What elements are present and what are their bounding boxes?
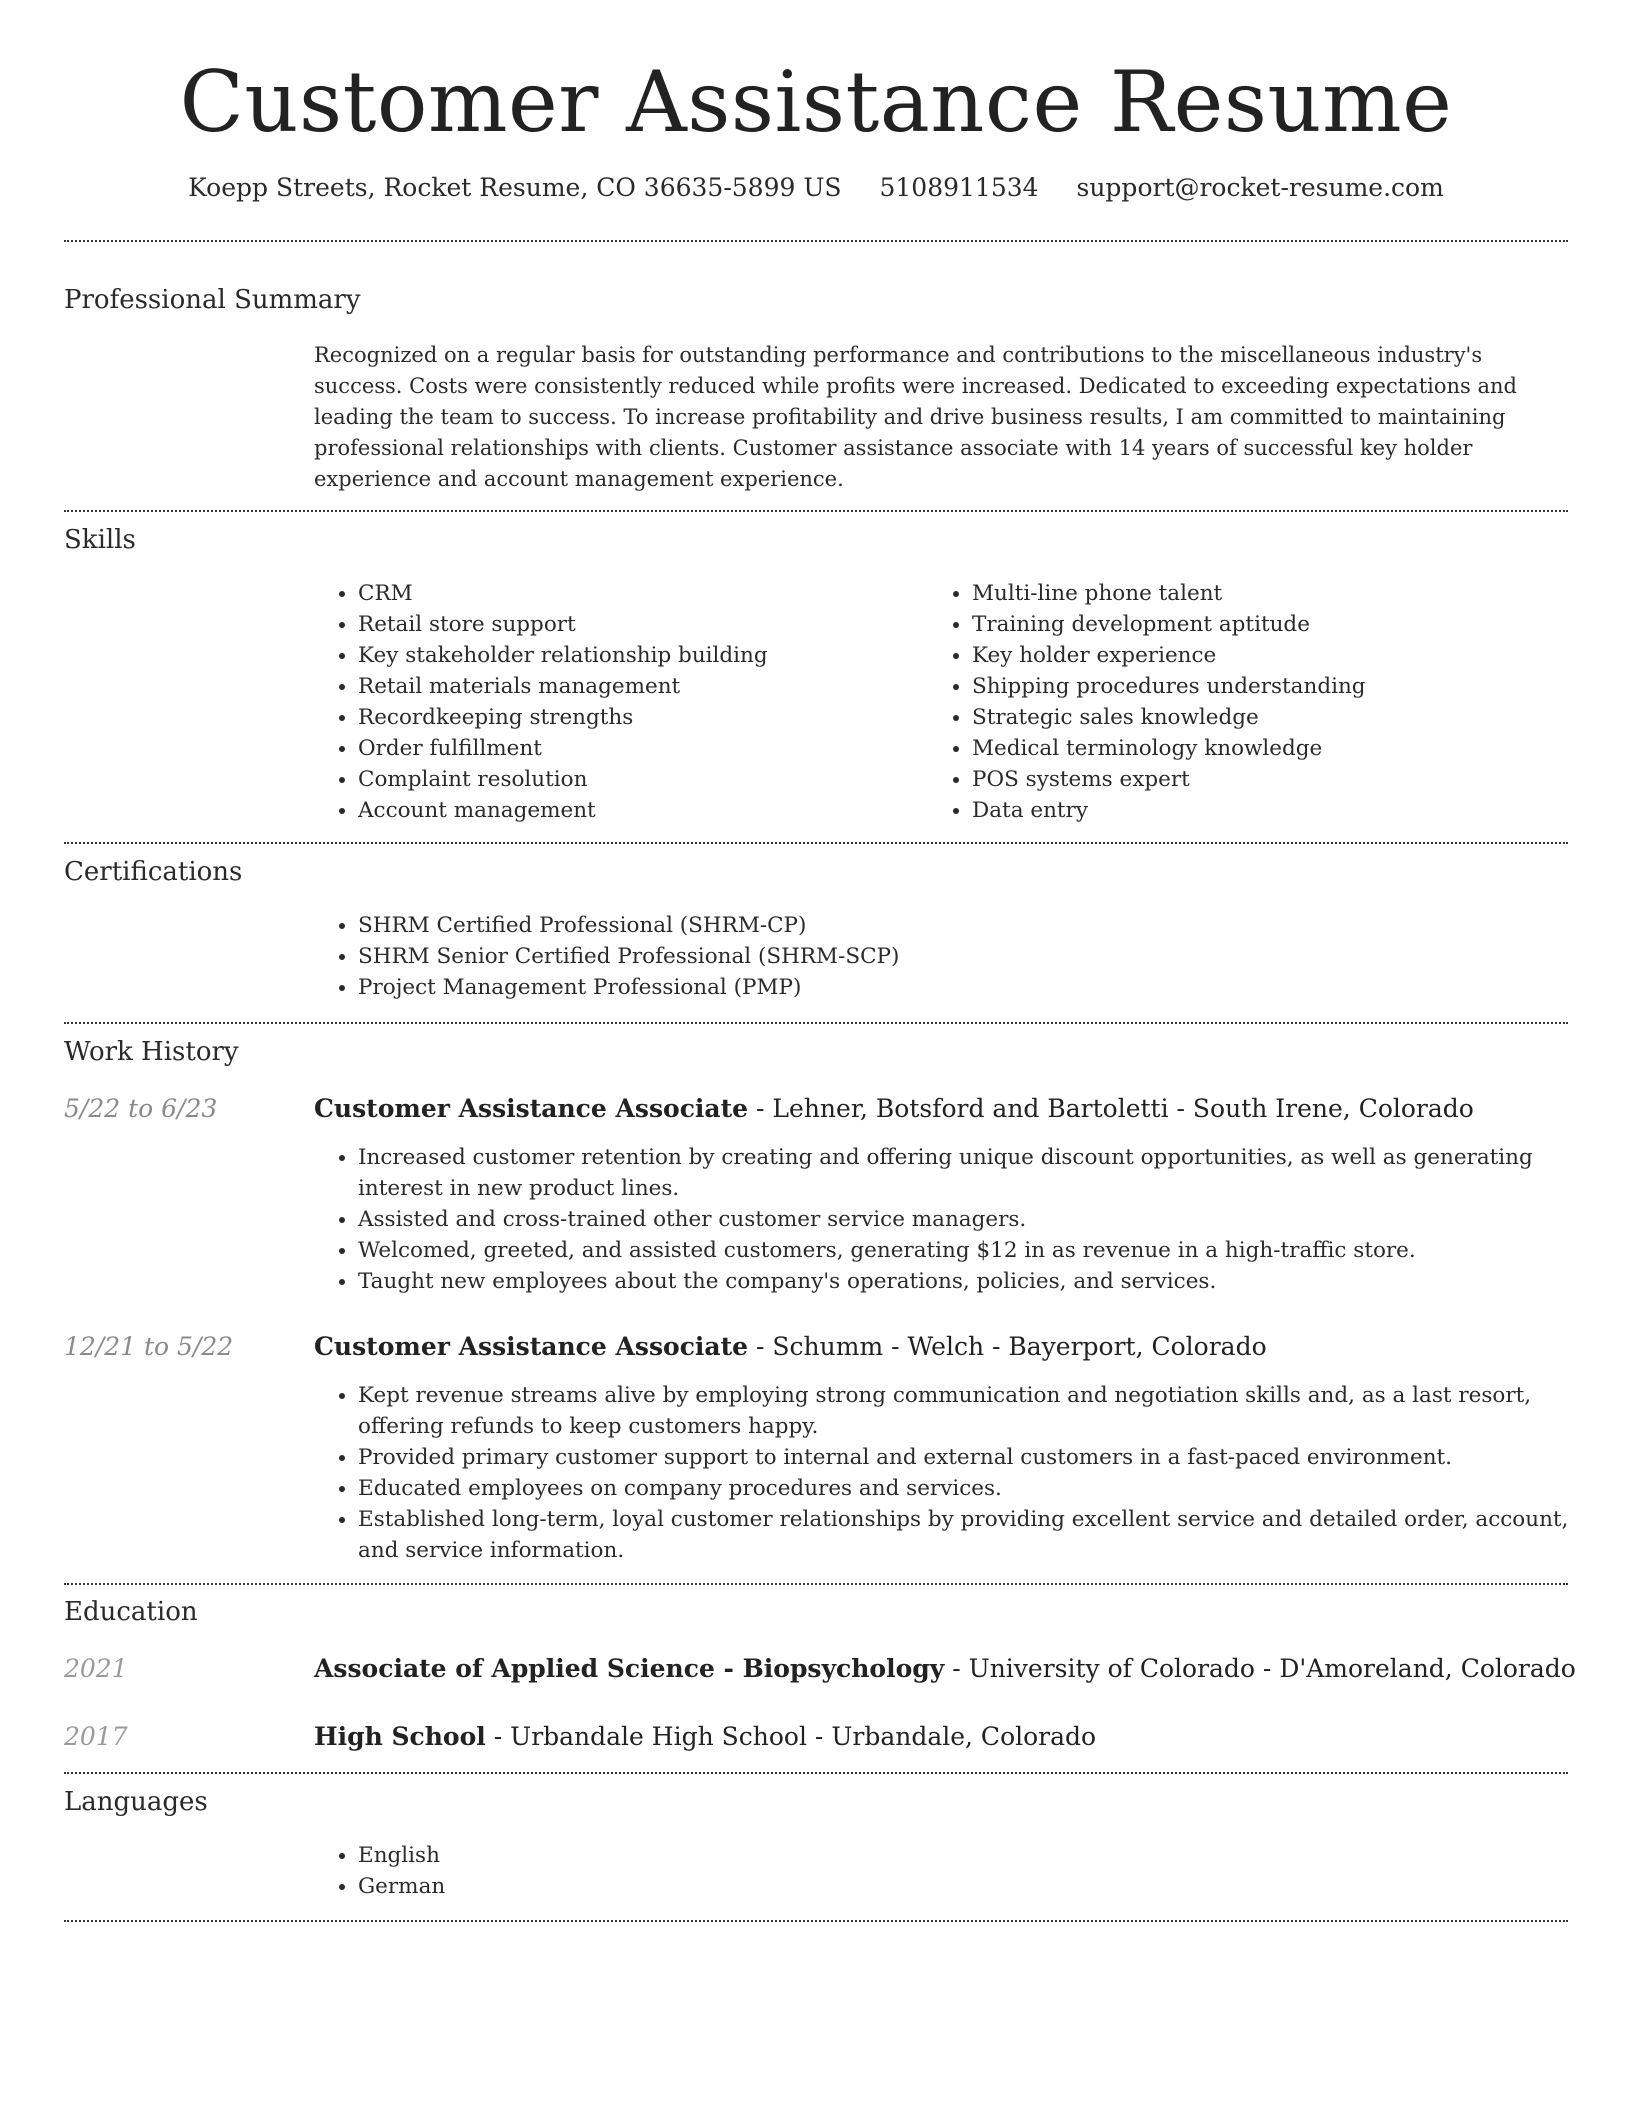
contact-address: Koepp Streets, Rocket Resume, CO 36635-5899 US bbox=[188, 173, 842, 202]
section-divider bbox=[64, 510, 1568, 512]
skills-heading: Skills bbox=[64, 525, 136, 555]
job-bullets bbox=[314, 1142, 1614, 1297]
section-divider bbox=[64, 1022, 1568, 1024]
section-divider bbox=[64, 1583, 1568, 1585]
resume-title: Customer Assistance Resume bbox=[179, 53, 1453, 151]
section-divider bbox=[64, 1772, 1568, 1774]
skill-item: • Complaint resolution bbox=[358, 764, 918, 795]
summary-heading: Professional Summary bbox=[64, 285, 361, 315]
job-employer: - Schumm - Welch - Bayerport, Colorado bbox=[748, 1332, 1267, 1361]
work-history-heading: Work History bbox=[64, 1037, 239, 1067]
contact-email[interactable]: support@rocket-resume.com bbox=[1076, 173, 1444, 202]
education-heading: Education bbox=[64, 1597, 198, 1627]
education-school: - Urbandale High School - Urbandale, Colorado bbox=[485, 1722, 1097, 1751]
job-employer: - Lehner, Botsford and Bartoletti - South Irene, Colorado bbox=[748, 1094, 1474, 1123]
education-degree: High School bbox=[314, 1722, 486, 1751]
job-position: Customer Assistance Associate bbox=[314, 1094, 749, 1123]
job-bullet: • Assisted and cross-trained other customer service managers. bbox=[358, 1204, 1614, 1235]
contact-phone: 5108911534 bbox=[879, 173, 1039, 202]
job-bullet: • Kept revenue streams alive by employing strong communication and negotiation skills and, as a last resort, offering refunds to keep customers happy. bbox=[358, 1380, 1614, 1442]
job-position: Customer Assistance Associate bbox=[314, 1332, 749, 1361]
job-bullet: • Provided primary customer support to internal and external customers in a fast-paced environment. bbox=[358, 1442, 1614, 1473]
education-entry bbox=[314, 1652, 1576, 1686]
skill-item: • Medical terminology knowledge bbox=[972, 733, 1592, 764]
languages-heading: Languages bbox=[64, 1787, 208, 1817]
section-divider bbox=[64, 1920, 1568, 1922]
section-divider bbox=[64, 842, 1568, 844]
language-item: • German bbox=[358, 1871, 958, 1902]
skill-item: • Data entry bbox=[972, 795, 1592, 826]
skill-item: • Multi-line phone talent bbox=[972, 578, 1592, 609]
skill-item: • Key holder experience bbox=[972, 640, 1592, 671]
education-year: 2021 bbox=[64, 1654, 128, 1683]
skill-item: • Account management bbox=[358, 795, 918, 826]
job-bullet: • Taught new employees about the company's operations, policies, and services. bbox=[358, 1266, 1614, 1297]
certifications-list bbox=[314, 910, 1558, 1003]
education-school: - University of Colorado - D'Amoreland, Colorado bbox=[944, 1654, 1576, 1683]
certification-item: • SHRM Certified Professional (SHRM-CP) bbox=[358, 910, 1558, 941]
job-bullet: • Educated employees on company procedures and services. bbox=[358, 1473, 1614, 1504]
job-title bbox=[314, 1330, 1267, 1364]
education-degree: Associate of Applied Science - Biopsychology bbox=[314, 1654, 945, 1683]
skill-item: • Training development aptitude bbox=[972, 609, 1592, 640]
job-dates: 12/21 to 5/22 bbox=[64, 1332, 234, 1361]
skills-list-right bbox=[928, 578, 1592, 826]
job-bullet: • Established long-term, loyal customer relationships by providing excellent service and detailed order, account, and service information. bbox=[358, 1504, 1614, 1566]
skill-item: • CRM bbox=[358, 578, 918, 609]
summary-text: Recognized on a regular basis for outstanding performance and contributions to the miscellaneous industry's success. Costs were consistently reduced while profits were increased. Dedicated to exceeding expectations and leading the team to success. To increase profitability and drive business results, I am committed to maintaining professional relationships with clients. Customer assistance associate with 14 years of successful key holder experience and account management experience. bbox=[314, 343, 1517, 491]
skills-list-left bbox=[314, 578, 918, 826]
skill-item: • Retail store support bbox=[358, 609, 918, 640]
job-dates: 5/22 to 6/23 bbox=[64, 1094, 218, 1123]
skill-item: • POS systems expert bbox=[972, 764, 1592, 795]
job-bullet: • Welcomed, greeted, and assisted customers, generating $12 in as revenue in a high-traffic store. bbox=[358, 1235, 1614, 1266]
languages-list bbox=[314, 1840, 958, 1902]
job-title bbox=[314, 1092, 1474, 1126]
skill-item: • Retail materials management bbox=[358, 671, 918, 702]
certification-item: • SHRM Senior Certified Professional (SHRM-SCP) bbox=[358, 941, 1558, 972]
job-bullet: • Increased customer retention by creating and offering unique discount opportunities, as well as generating interest in new product lines. bbox=[358, 1142, 1614, 1204]
skill-item: • Shipping procedures understanding bbox=[972, 671, 1592, 702]
job-bullets bbox=[314, 1380, 1614, 1566]
education-entry bbox=[314, 1720, 1096, 1754]
skill-item: • Order fulfillment bbox=[358, 733, 918, 764]
language-item: • English bbox=[358, 1840, 958, 1871]
certification-item: • Project Management Professional (PMP) bbox=[358, 972, 1558, 1003]
skill-item: • Key stakeholder relationship building bbox=[358, 640, 918, 671]
skill-item: • Strategic sales knowledge bbox=[972, 702, 1592, 733]
contact-line bbox=[0, 170, 1632, 206]
skill-item: • Recordkeeping strengths bbox=[358, 702, 918, 733]
education-year: 2017 bbox=[64, 1722, 128, 1751]
certifications-heading: Certifications bbox=[64, 857, 243, 887]
section-divider bbox=[64, 240, 1568, 242]
